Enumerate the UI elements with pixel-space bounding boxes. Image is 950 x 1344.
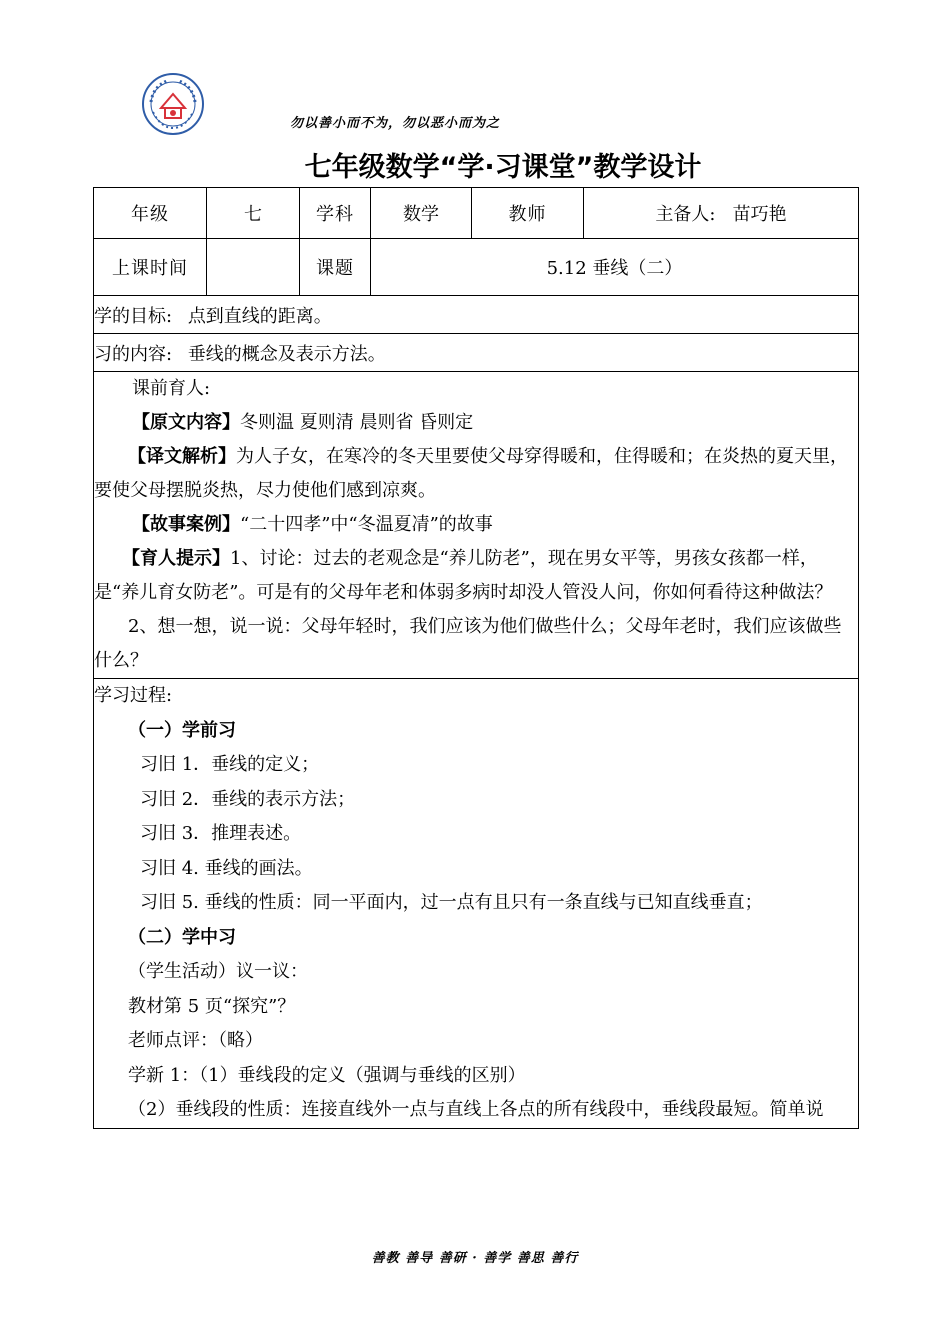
tip-paragraph-1 <box>94 542 858 610</box>
content-value: 垂线的概念及表示方法。 <box>187 343 386 365</box>
new-1-line: 学新 1：（1）垂线段的定义（强调与垂线的区别） <box>128 1064 526 1086</box>
review-item-3: 习旧 3．推理表述。 <box>140 823 302 844</box>
goal-label: 学的目标: <box>94 305 173 327</box>
content-label: 习的内容: <box>94 343 173 365</box>
comment-line: 老师点评：（略） <box>128 1030 263 1051</box>
lesson-plan-table <box>93 187 859 1129</box>
textbook-line: 教材第 5 页“探究”？ <box>128 995 296 1017</box>
goal-value: 点到直线的距离。 <box>187 305 332 327</box>
tip-paragraph-2: 2、想一想，说一说：父母年轻时，我们应该为他们做些什么；父母年老时，我们应该做些什么？ <box>94 616 842 671</box>
original-text: 冬则温 夏则清 晨则省 昏则定 <box>240 412 474 433</box>
yuren-heading: 课前育人: <box>132 378 211 399</box>
story-paragraph <box>94 508 858 542</box>
review-item-2: 习旧 2．垂线的表示方法； <box>140 788 356 810</box>
grade-label: 年级 <box>94 188 207 239</box>
story-tag: 【故事案例】 <box>132 514 240 535</box>
teacher-label: 教师 <box>472 188 584 239</box>
section-1-heading: （一）学前习 <box>128 719 236 741</box>
info-row-2 <box>94 239 859 296</box>
goal-cell <box>94 296 859 334</box>
translation-text: 为人子女，在寒冷的冬天里要使父母穿得暖和，住得暖和；在炎热的夏天里，要使父母摆脱炎热，尽力使他们感到凉爽。 <box>94 446 848 501</box>
motto: 勿以善小而不为，勿以恶小而为之 <box>290 116 501 131</box>
activity-line: （学生活动）议一议： <box>128 961 308 982</box>
new-1b-line: （2）垂线段的性质：连接直线外一点与直线上各点的所有线段中，垂线段最短。简单说 <box>128 1099 824 1120</box>
school-logo <box>141 72 205 136</box>
subject-label: 学科 <box>300 188 371 239</box>
page-title: 七年级数学“学·习课堂”教学设计 <box>304 152 702 183</box>
subject-value: 数学 <box>371 188 472 239</box>
original-tag: 【原文内容】 <box>132 412 240 433</box>
yuren-cell <box>94 372 859 679</box>
tip-tag: 【育人提示】 <box>122 548 230 569</box>
content-cell <box>94 334 859 372</box>
content-row <box>94 334 859 372</box>
topic-label: 课题 <box>300 239 371 296</box>
goal-row <box>94 296 859 334</box>
section-2-heading: （二）学中习 <box>128 926 236 948</box>
topic-value: 5.12 垂线（二） <box>371 239 859 296</box>
review-item-1: 习旧 1．垂线的定义； <box>140 754 320 775</box>
yuren-row <box>94 372 859 679</box>
review-item-5: 习旧 5. 垂线的性质：同一平面内，过一点有且只有一条直线与已知直线垂直； <box>140 892 763 913</box>
translation-tag: 【译文解析】 <box>128 446 236 467</box>
story-text: “二十四孝”中“冬温夏凊”的故事 <box>240 514 493 535</box>
original-paragraph <box>94 406 858 440</box>
review-item-4: 习旧 4. 垂线的画法。 <box>140 857 313 879</box>
process-heading: 学习过程: <box>94 685 173 706</box>
time-value <box>207 239 300 296</box>
tip-text-1: 1、讨论：过去的老观念是“养儿防老”，现在男女平等，男孩女孩都一样，是“养儿育女防老”。可是有的父母年老和体弱多病时却没人管没人问，你如何看待这种做法？ <box>94 548 833 603</box>
footer-motto: 善教 善导 善研 · 善学 善思 善行 <box>371 1251 579 1266</box>
process-cell <box>94 679 859 1129</box>
info-row-1 <box>94 188 859 239</box>
grade-value: 七 <box>207 188 300 239</box>
translation-paragraph <box>94 440 858 508</box>
process-row <box>94 679 859 1129</box>
time-label: 上课时间 <box>94 239 207 296</box>
preparer: 主备人: 苗巧艳 <box>584 188 859 239</box>
